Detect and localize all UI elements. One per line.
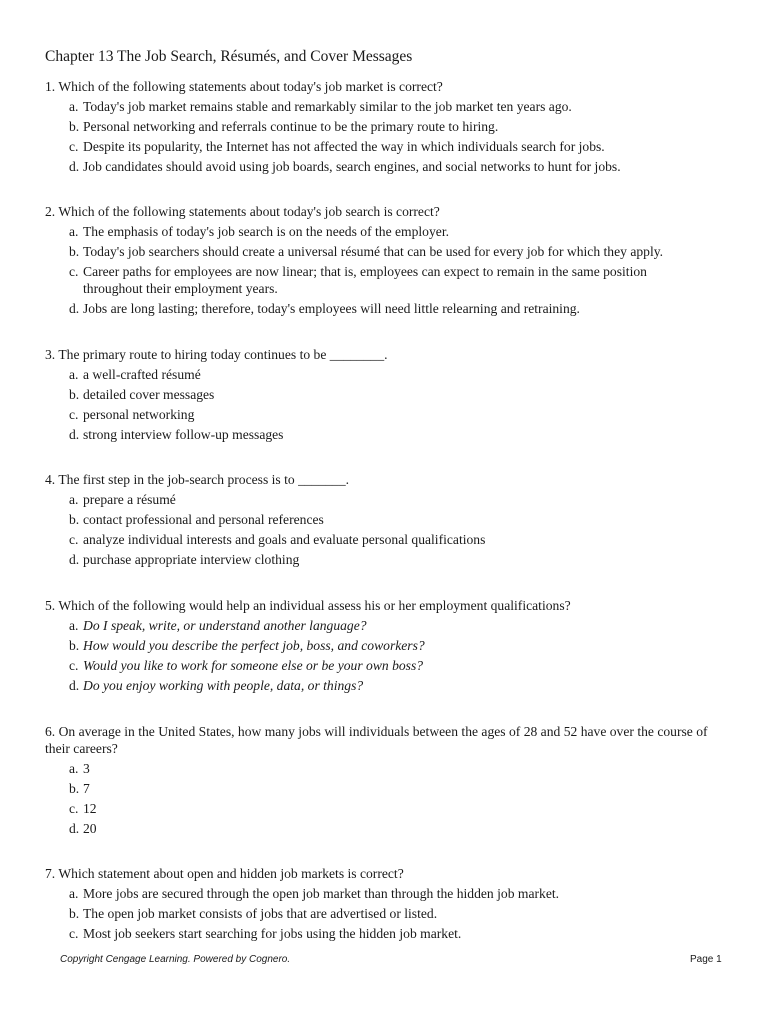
choice-text: 12 (83, 801, 97, 816)
question-2 (45, 203, 725, 317)
choice-text: Today's job market remains stable and remarkably similar to the job market ten years ago. (83, 99, 572, 114)
answer-choice-d (45, 300, 725, 317)
answer-choice-d (45, 551, 725, 568)
page-title: Chapter 13 The Job Search, Résumés, and Cover Messages (45, 48, 413, 65)
choice-text: 7 (83, 781, 90, 796)
choice-text: Job candidates should avoid using job boards, search engines, and social networks to hunt for jobs. (83, 159, 621, 174)
answer-choice-a (45, 223, 725, 240)
choice-text: 20 (83, 821, 97, 836)
choice-text: The emphasis of today's job search is on the needs of the employer. (83, 224, 449, 239)
choice-text: How would you describe the perfect job, boss, and coworkers? (83, 638, 425, 653)
question-5 (45, 597, 725, 694)
answer-choice-c (45, 925, 725, 942)
choice-letter: b. (69, 781, 80, 796)
answer-choice-a (45, 98, 725, 115)
answer-choice-c (45, 657, 725, 674)
question-4 (45, 471, 725, 568)
answer-choice-b (45, 118, 725, 135)
question-6 (45, 723, 725, 837)
choice-letter: a. (69, 492, 79, 507)
choice-text: Would you like to work for someone else or be your own boss? (83, 658, 424, 673)
answer-choice-c (45, 531, 725, 548)
answer-choice-d (45, 158, 725, 175)
choice-letter: c. (69, 801, 79, 816)
choice-text: purchase appropriate interview clothing (83, 552, 300, 567)
answer-choice-c (45, 263, 725, 297)
choice-text: prepare a résumé (83, 492, 176, 507)
question-7 (45, 865, 725, 942)
question-1 (45, 78, 725, 175)
choice-text: Despite its popularity, the Internet has not affected the way in which individuals search for jobs. (83, 139, 605, 154)
question-text: 7. Which statement about open and hidden job markets is correct? (45, 866, 404, 881)
choice-letter: b. (69, 119, 80, 134)
choice-text: analyze individual interests and goals and evaluate personal qualifications (83, 532, 486, 547)
choice-text: Jobs are long lasting; therefore, today's employees will need little relearning and retraining. (83, 301, 580, 316)
choice-letter: a. (69, 99, 79, 114)
choice-letter: a. (69, 224, 79, 239)
choice-letter: d. (69, 678, 80, 693)
choice-text: contact professional and personal references (83, 512, 324, 527)
answer-choice-a (45, 885, 725, 902)
choice-text: detailed cover messages (83, 387, 215, 402)
answer-choice-b (45, 243, 725, 260)
choice-letter: b. (69, 512, 80, 527)
choice-letter: a. (69, 886, 79, 901)
answer-choice-d (45, 677, 725, 694)
choice-text: Do I speak, write, or understand another language? (83, 618, 367, 633)
answer-choice-a (45, 366, 725, 383)
choice-letter: d. (69, 427, 80, 442)
answer-choice-a (45, 760, 725, 777)
choice-text: Today's job searchers should create a universal résumé that can be used for every job for which they apply. (83, 244, 664, 259)
answer-choice-c (45, 406, 725, 423)
answer-choice-c (45, 800, 725, 817)
answer-choice-c (45, 138, 725, 155)
question-text: 1. Which of the following statements about today's job market is correct? (45, 79, 443, 94)
question-text: 5. Which of the following would help an individual assess his or her employment qualifications? (45, 598, 571, 613)
question-text: 6. On average in the United States, how many jobs will individuals between the ages of 28 and 52 have over the course of their careers? (45, 724, 708, 756)
choice-letter: b. (69, 638, 80, 653)
choice-text: Career paths for employees are now linear; that is, employees can expect to remain in the same position throughout their employment years. (83, 264, 647, 296)
answer-choice-a (45, 491, 725, 508)
choice-letter: c. (69, 658, 79, 673)
choice-letter: b. (69, 387, 80, 402)
choice-letter: d. (69, 552, 80, 567)
copyright-footer: Copyright Cengage Learning. Powered by Cognero. (60, 954, 291, 965)
choice-letter: b. (69, 906, 80, 921)
choice-text: Do you enjoy working with people, data, or things? (83, 678, 364, 693)
choice-letter: c. (69, 407, 79, 422)
choice-letter: c. (69, 532, 79, 547)
choice-letter: c. (69, 926, 79, 941)
choice-text: a well-crafted résumé (83, 367, 201, 382)
choice-letter: b. (69, 244, 80, 259)
answer-choice-b (45, 511, 725, 528)
answer-choice-a (45, 617, 725, 634)
choice-letter: a. (69, 618, 79, 633)
choice-text: personal networking (83, 407, 195, 422)
answer-choice-b (45, 386, 725, 403)
page-number: Page 1 (690, 954, 722, 965)
choice-text: 3 (83, 761, 90, 776)
choice-letter: a. (69, 761, 79, 776)
answer-choice-b (45, 637, 725, 654)
choice-text: Most job seekers start searching for jobs using the hidden job market. (83, 926, 462, 941)
choice-text: Personal networking and referrals continue to be the primary route to hiring. (83, 119, 499, 134)
choice-letter: c. (69, 139, 79, 154)
answer-choice-b (45, 905, 725, 922)
answer-choice-d (45, 820, 725, 837)
question-text: 2. Which of the following statements about today's job search is correct? (45, 204, 440, 219)
question-text: 4. The first step in the job-search process is to _______. (45, 472, 350, 487)
choice-letter: c. (69, 264, 79, 279)
choice-letter: a. (69, 367, 79, 382)
answer-choice-b (45, 780, 725, 797)
answer-choice-d (45, 426, 725, 443)
choice-text: The open job market consists of jobs that are advertised or listed. (83, 906, 438, 921)
choice-text: More jobs are secured through the open job market than through the hidden job market. (83, 886, 560, 901)
choice-letter: d. (69, 821, 80, 836)
choice-letter: d. (69, 159, 80, 174)
choice-letter: d. (69, 301, 80, 316)
choice-text: strong interview follow-up messages (83, 427, 284, 442)
question-3 (45, 346, 725, 443)
question-text: 3. The primary route to hiring today continues to be ________. (45, 347, 388, 362)
